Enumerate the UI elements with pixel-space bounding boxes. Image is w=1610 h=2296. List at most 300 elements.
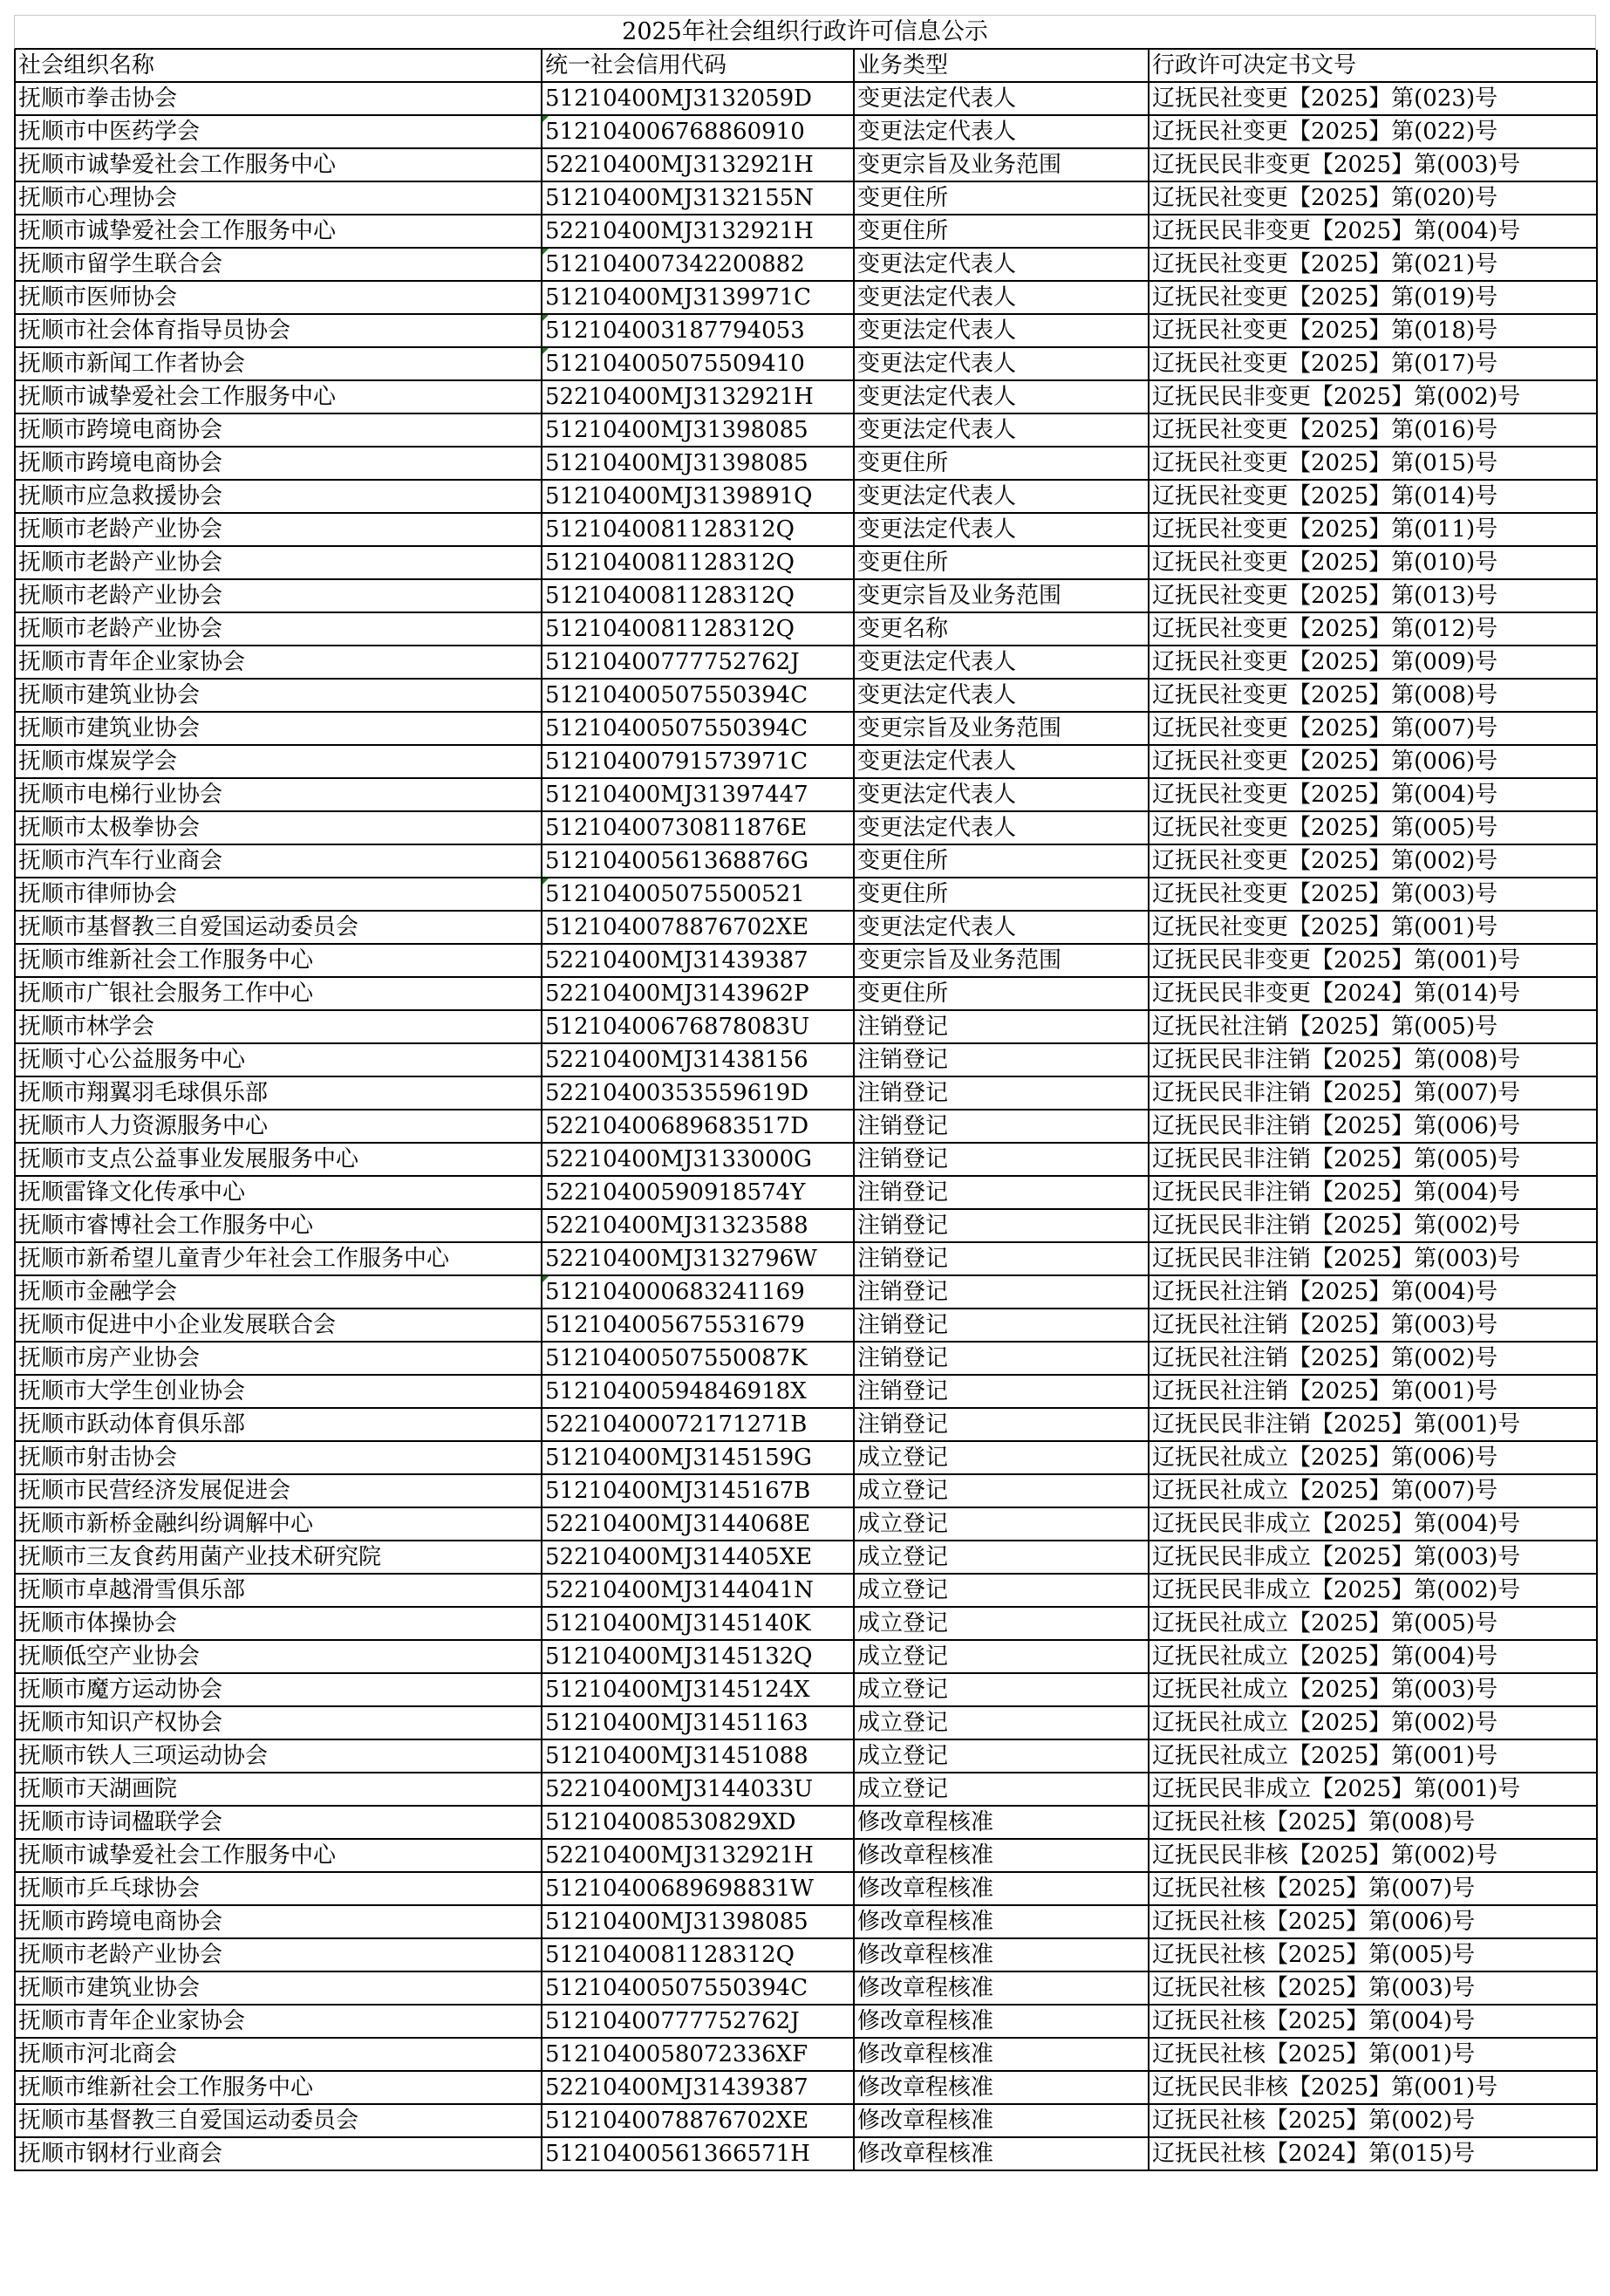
credit-code-cell[interactable]: 512104005075500521 [542, 878, 854, 911]
org-name-cell[interactable]: 抚顺市广银社会服务工作中心 [15, 977, 542, 1010]
org-name-cell[interactable]: 抚顺市三友食药用菌产业技术研究院 [15, 1541, 542, 1574]
business-type-cell[interactable]: 注销登记 [854, 1375, 1149, 1408]
decision-number-cell[interactable]: 辽抚民社核【2025】第(001)号 [1149, 2038, 1597, 2071]
business-type-cell[interactable]: 变更法定代表人 [854, 778, 1149, 811]
credit-code-cell[interactable]: 51210400MJ31398085 [542, 447, 854, 480]
business-type-cell[interactable]: 成立登记 [854, 1474, 1149, 1507]
decision-number-cell[interactable]: 辽抚民民非注销【2025】第(006)号 [1149, 1110, 1597, 1143]
business-type-cell[interactable]: 注销登记 [854, 1176, 1149, 1209]
org-name-cell[interactable]: 抚顺市汽车行业商会 [15, 844, 542, 878]
business-type-cell[interactable]: 修改章程核准 [854, 1872, 1149, 1905]
org-name-cell[interactable]: 抚顺市老龄产业协会 [15, 513, 542, 546]
org-name-cell[interactable]: 抚顺市建筑业协会 [15, 679, 542, 712]
org-name-cell[interactable]: 抚顺市跨境电商协会 [15, 1905, 542, 1938]
business-type-cell[interactable]: 变更法定代表人 [854, 248, 1149, 281]
business-type-cell[interactable]: 成立登记 [854, 1773, 1149, 1806]
business-type-cell[interactable]: 变更法定代表人 [854, 314, 1149, 347]
header-decision-number[interactable]: 行政许可决定书文号 [1149, 50, 1597, 82]
credit-code-cell[interactable]: 52210400590918574Y [542, 1176, 854, 1209]
decision-number-cell[interactable]: 辽抚民民非核【2025】第(002)号 [1149, 1839, 1597, 1872]
credit-code-cell[interactable]: 51210400MJ3145167B [542, 1474, 854, 1507]
credit-code-cell[interactable]: 51210400MJ3145132Q [542, 1640, 854, 1673]
table-row [15, 944, 1597, 977]
decision-number-cell[interactable]: 辽抚民社变更【2025】第(021)号 [1149, 248, 1597, 281]
decision-number-cell[interactable]: 辽抚民社核【2025】第(005)号 [1149, 1938, 1597, 1971]
decision-number-cell[interactable]: 辽抚民社变更【2025】第(020)号 [1149, 181, 1597, 215]
business-type-cell[interactable]: 变更住所 [854, 844, 1149, 878]
credit-code-cell[interactable]: 51210400MJ3139971C [542, 281, 854, 314]
decision-number-cell[interactable]: 辽抚民社注销【2025】第(001)号 [1149, 1375, 1597, 1408]
business-type-cell[interactable]: 修改章程核准 [854, 1971, 1149, 2005]
org-name-cell[interactable]: 抚顺寸心公益服务中心 [15, 1043, 542, 1076]
credit-code-cell[interactable]: 51210400777752762J [542, 2005, 854, 2038]
org-name-cell[interactable]: 抚顺市大学生创业协会 [15, 1375, 542, 1408]
decision-number-cell[interactable]: 辽抚民民非注销【2025】第(005)号 [1149, 1143, 1597, 1176]
org-name-cell[interactable]: 抚顺市体操协会 [15, 1607, 542, 1640]
credit-code-cell[interactable]: 52210400MJ3144041N [542, 1574, 854, 1607]
decision-number-cell[interactable]: 辽抚民民非变更【2025】第(002)号 [1149, 380, 1597, 413]
decision-number-cell[interactable]: 辽抚民社变更【2025】第(011)号 [1149, 513, 1597, 546]
credit-code-cell[interactable]: 52210400MJ3132921H [542, 148, 854, 181]
table-row [15, 115, 1597, 148]
org-name-cell[interactable]: 抚顺市知识产权协会 [15, 1706, 542, 1739]
table-row [15, 1110, 1597, 1143]
business-type-cell[interactable]: 修改章程核准 [854, 1905, 1149, 1938]
org-name-cell[interactable]: 抚顺市卓越滑雪俱乐部 [15, 1574, 542, 1607]
table-row [15, 181, 1597, 215]
decision-number-cell[interactable]: 辽抚民民非成立【2025】第(003)号 [1149, 1541, 1597, 1574]
decision-number-cell[interactable]: 辽抚民社变更【2025】第(016)号 [1149, 413, 1597, 447]
org-name-cell[interactable]: 抚顺市诚挚爱社会工作服务中心 [15, 380, 542, 413]
table-row [15, 1607, 1597, 1640]
credit-code-cell[interactable]: 51210400507550394C [542, 1971, 854, 2005]
decision-number-cell[interactable]: 辽抚民民非注销【2025】第(004)号 [1149, 1176, 1597, 1209]
org-name-cell[interactable]: 抚顺市诗词楹联学会 [15, 1806, 542, 1839]
business-type-cell[interactable]: 变更法定代表人 [854, 679, 1149, 712]
decision-number-cell[interactable]: 辽抚民社变更【2025】第(006)号 [1149, 745, 1597, 778]
business-type-cell[interactable]: 修改章程核准 [854, 1839, 1149, 1872]
org-name-cell[interactable]: 抚顺市留学生联合会 [15, 248, 542, 281]
table-row [15, 1309, 1597, 1342]
org-name-cell[interactable]: 抚顺雷锋文化传承中心 [15, 1176, 542, 1209]
decision-number-cell[interactable]: 辽抚民民非注销【2025】第(001)号 [1149, 1408, 1597, 1441]
business-type-cell[interactable]: 变更住所 [854, 878, 1149, 911]
org-name-cell[interactable]: 抚顺市应急救援协会 [15, 480, 542, 513]
decision-number-cell[interactable]: 辽抚民社注销【2025】第(005)号 [1149, 1010, 1597, 1043]
credit-code-cell[interactable]: 51210400561366571H [542, 2137, 854, 2170]
credit-code-cell[interactable]: 5121040078876702XE [542, 911, 854, 944]
credit-code-cell[interactable]: 51210400MJ31398085 [542, 413, 854, 447]
org-name-cell[interactable]: 抚顺市河北商会 [15, 2038, 542, 2071]
decision-number-cell[interactable]: 辽抚民社成立【2025】第(004)号 [1149, 1640, 1597, 1673]
decision-number-cell[interactable]: 辽抚民社变更【2025】第(023)号 [1149, 82, 1597, 115]
decision-number-cell[interactable]: 辽抚民社成立【2025】第(007)号 [1149, 1474, 1597, 1507]
table-row [15, 612, 1597, 646]
table-row [15, 82, 1597, 115]
decision-number-cell[interactable]: 辽抚民社变更【2025】第(001)号 [1149, 911, 1597, 944]
business-type-cell[interactable]: 变更名称 [854, 612, 1149, 646]
business-type-cell[interactable]: 修改章程核准 [854, 2005, 1149, 2038]
org-name-cell[interactable]: 抚顺市维新社会工作服务中心 [15, 944, 542, 977]
credit-code-cell[interactable]: 52210400MJ314405XE [542, 1541, 854, 1574]
table-row [15, 1507, 1597, 1541]
business-type-cell[interactable]: 注销登记 [854, 1242, 1149, 1275]
org-name-cell[interactable]: 抚顺市老龄产业协会 [15, 579, 542, 612]
org-name-cell[interactable]: 抚顺市拳击协会 [15, 82, 542, 115]
credit-code-cell[interactable]: 52210400MJ3143962P [542, 977, 854, 1010]
credit-code-cell[interactable]: 52210400MJ3132921H [542, 380, 854, 413]
business-type-cell[interactable]: 变更宗旨及业务范围 [854, 579, 1149, 612]
org-name-cell[interactable]: 抚顺市魔方运动协会 [15, 1673, 542, 1706]
decision-number-cell[interactable]: 辽抚民社成立【2025】第(001)号 [1149, 1739, 1597, 1773]
decision-number-cell[interactable]: 辽抚民社变更【2025】第(003)号 [1149, 878, 1597, 911]
decision-number-cell[interactable]: 辽抚民社变更【2025】第(012)号 [1149, 612, 1597, 646]
business-type-cell[interactable]: 修改章程核准 [854, 2104, 1149, 2137]
org-name-cell[interactable]: 抚顺市民营经济发展促进会 [15, 1474, 542, 1507]
credit-code-cell[interactable]: 5121040081128312Q [542, 513, 854, 546]
decision-number-cell[interactable]: 辽抚民民非核【2025】第(001)号 [1149, 2071, 1597, 2104]
decision-number-cell[interactable]: 辽抚民社变更【2025】第(013)号 [1149, 579, 1597, 612]
table-row [15, 778, 1597, 811]
decision-number-cell[interactable]: 辽抚民社变更【2025】第(004)号 [1149, 778, 1597, 811]
org-name-cell[interactable]: 抚顺市诚挚爱社会工作服务中心 [15, 148, 542, 181]
business-type-cell[interactable]: 变更住所 [854, 546, 1149, 579]
decision-number-cell[interactable]: 辽抚民民非注销【2025】第(008)号 [1149, 1043, 1597, 1076]
org-name-cell[interactable]: 抚顺市青年企业家协会 [15, 2005, 542, 2038]
decision-number-cell[interactable]: 辽抚民社变更【2025】第(014)号 [1149, 480, 1597, 513]
org-name-cell[interactable]: 抚顺市新希望儿童青少年社会工作服务中心 [15, 1242, 542, 1275]
business-type-cell[interactable]: 成立登记 [854, 1640, 1149, 1673]
org-name-cell[interactable]: 抚顺市支点公益事业发展服务中心 [15, 1143, 542, 1176]
decision-number-cell[interactable]: 辽抚民社核【2025】第(007)号 [1149, 1872, 1597, 1905]
decision-number-cell[interactable]: 辽抚民民非成立【2025】第(002)号 [1149, 1574, 1597, 1607]
decision-number-cell[interactable]: 辽抚民社核【2025】第(008)号 [1149, 1806, 1597, 1839]
decision-number-cell[interactable]: 辽抚民社成立【2025】第(006)号 [1149, 1441, 1597, 1474]
org-name-cell[interactable]: 抚顺市射击协会 [15, 1441, 542, 1474]
table-row [15, 646, 1597, 679]
business-type-cell[interactable]: 变更住所 [854, 181, 1149, 215]
business-type-cell[interactable]: 变更法定代表人 [854, 281, 1149, 314]
business-type-cell[interactable]: 变更法定代表人 [854, 480, 1149, 513]
credit-code-cell[interactable]: 5121040078876702XE [542, 2104, 854, 2137]
business-type-cell[interactable]: 变更宗旨及业务范围 [854, 712, 1149, 745]
decision-number-cell[interactable]: 辽抚民社核【2025】第(002)号 [1149, 2104, 1597, 2137]
org-name-cell[interactable]: 抚顺市房产业协会 [15, 1342, 542, 1375]
decision-number-cell[interactable]: 辽抚民社变更【2025】第(022)号 [1149, 115, 1597, 148]
credit-code-cell[interactable]: 51210400507550087K [542, 1342, 854, 1375]
credit-code-cell[interactable]: 52210400MJ3132796W [542, 1242, 854, 1275]
credit-code-cell[interactable]: 51210400MJ31398085 [542, 1905, 854, 1938]
credit-code-cell[interactable]: 5121040081128312Q [542, 546, 854, 579]
business-type-cell[interactable]: 变更宗旨及业务范围 [854, 944, 1149, 977]
table-row [15, 1176, 1597, 1209]
business-type-cell[interactable]: 变更法定代表人 [854, 413, 1149, 447]
table-row [15, 480, 1597, 513]
credit-code-cell[interactable]: 52210400353559619D [542, 1076, 854, 1110]
credit-code-cell[interactable]: 51210400MJ31451088 [542, 1739, 854, 1773]
org-name-cell[interactable]: 抚顺市诚挚爱社会工作服务中心 [15, 1839, 542, 1872]
credit-code-cell[interactable]: 51210400689698831W [542, 1872, 854, 1905]
table-row [15, 1673, 1597, 1706]
business-type-cell[interactable]: 注销登记 [854, 1043, 1149, 1076]
table-row [15, 447, 1597, 480]
table-row [15, 579, 1597, 612]
business-type-cell[interactable]: 注销登记 [854, 1408, 1149, 1441]
credit-code-cell[interactable]: 51210400507550394C [542, 712, 854, 745]
org-name-cell[interactable]: 抚顺市促进中小企业发展联合会 [15, 1309, 542, 1342]
table-row [15, 1839, 1597, 1872]
table-row [15, 2104, 1597, 2137]
org-name-cell[interactable]: 抚顺市医师协会 [15, 281, 542, 314]
org-name-cell[interactable]: 抚顺市煤炭学会 [15, 745, 542, 778]
business-type-cell[interactable]: 变更法定代表人 [854, 380, 1149, 413]
business-type-cell[interactable]: 注销登记 [854, 1342, 1149, 1375]
decision-number-cell[interactable]: 辽抚民社核【2024】第(015)号 [1149, 2137, 1597, 2170]
org-name-cell[interactable]: 抚顺低空产业协会 [15, 1640, 542, 1673]
table-row [15, 1971, 1597, 2005]
org-name-cell[interactable]: 抚顺市中医药学会 [15, 115, 542, 148]
decision-number-cell[interactable]: 辽抚民社成立【2025】第(005)号 [1149, 1607, 1597, 1640]
decision-number-cell[interactable]: 辽抚民社注销【2025】第(003)号 [1149, 1309, 1597, 1342]
decision-number-cell[interactable]: 辽抚民民非成立【2025】第(004)号 [1149, 1507, 1597, 1541]
org-name-cell[interactable]: 抚顺市心理协会 [15, 181, 542, 215]
business-type-cell[interactable]: 变更法定代表人 [854, 347, 1149, 380]
credit-code-cell[interactable]: 52210400MJ31439387 [542, 944, 854, 977]
sheet-title: 2025年社会组织行政许可信息公示 [14, 16, 1596, 50]
table-row [15, 1474, 1597, 1507]
credit-code-cell[interactable]: 51210400507550394C [542, 679, 854, 712]
table-row [15, 1275, 1597, 1309]
org-name-cell[interactable]: 抚顺市天湖画院 [15, 1773, 542, 1806]
table-row [15, 2005, 1597, 2038]
table-row [15, 1938, 1597, 1971]
org-name-cell[interactable]: 抚顺市跃动体育俱乐部 [15, 1408, 542, 1441]
credit-code-cell[interactable]: 512104003187794053 [542, 314, 854, 347]
table-row [15, 347, 1597, 380]
decision-number-cell[interactable]: 辽抚民民非成立【2025】第(001)号 [1149, 1773, 1597, 1806]
decision-number-cell[interactable]: 辽抚民民非注销【2025】第(007)号 [1149, 1076, 1597, 1110]
business-type-cell[interactable]: 修改章程核准 [854, 1938, 1149, 1971]
org-name-cell[interactable]: 抚顺市建筑业协会 [15, 1971, 542, 2005]
org-name-cell[interactable]: 抚顺市乒乓球协会 [15, 1872, 542, 1905]
credit-code-cell[interactable]: 52210400MJ31439387 [542, 2071, 854, 2104]
decision-number-cell[interactable]: 辽抚民社变更【2025】第(015)号 [1149, 447, 1597, 480]
business-type-cell[interactable]: 变更住所 [854, 977, 1149, 1010]
business-type-cell[interactable]: 成立登记 [854, 1739, 1149, 1773]
header-row [15, 50, 1597, 82]
credit-code-cell[interactable]: 52210400MJ3132921H [542, 215, 854, 248]
table-row [15, 1905, 1597, 1938]
decision-number-cell[interactable]: 辽抚民民非变更【2025】第(001)号 [1149, 944, 1597, 977]
org-name-cell[interactable]: 抚顺市翔翼羽毛球俱乐部 [15, 1076, 542, 1110]
org-name-cell[interactable]: 抚顺市建筑业协会 [15, 712, 542, 745]
org-name-cell[interactable]: 抚顺市跨境电商协会 [15, 413, 542, 447]
business-type-cell[interactable]: 注销登记 [854, 1076, 1149, 1110]
business-type-cell[interactable]: 注销登记 [854, 1143, 1149, 1176]
credit-code-cell[interactable]: 51210400777752762J [542, 646, 854, 679]
credit-code-cell[interactable]: 52210400MJ3144033U [542, 1773, 854, 1806]
business-type-cell[interactable]: 成立登记 [854, 1541, 1149, 1574]
credit-code-cell[interactable]: 512104005675531679 [542, 1309, 854, 1342]
org-name-cell[interactable]: 抚顺市基督教三自爱国运动委员会 [15, 911, 542, 944]
table-row [15, 513, 1597, 546]
decision-number-cell[interactable]: 辽抚民社核【2025】第(006)号 [1149, 1905, 1597, 1938]
spreadsheet [14, 15, 1596, 2171]
credit-code-cell[interactable]: 52210400MJ3133000G [542, 1143, 854, 1176]
decision-number-cell[interactable]: 辽抚民社变更【2025】第(007)号 [1149, 712, 1597, 745]
business-type-cell[interactable]: 变更法定代表人 [854, 82, 1149, 115]
table-row [15, 546, 1597, 579]
decision-number-cell[interactable]: 辽抚民民非注销【2025】第(002)号 [1149, 1209, 1597, 1242]
org-name-cell[interactable]: 抚顺市电梯行业协会 [15, 778, 542, 811]
business-type-cell[interactable]: 变更住所 [854, 215, 1149, 248]
table-row [15, 811, 1597, 844]
org-name-cell[interactable]: 抚顺市老龄产业协会 [15, 1938, 542, 1971]
table-row [15, 148, 1597, 181]
business-type-cell[interactable]: 修改章程核准 [854, 1806, 1149, 1839]
org-name-cell[interactable]: 抚顺市新桥金融纠纷调解中心 [15, 1507, 542, 1541]
org-name-cell[interactable]: 抚顺市基督教三自爱国运动委员会 [15, 2104, 542, 2137]
table-row [15, 911, 1597, 944]
business-type-cell[interactable]: 注销登记 [854, 1110, 1149, 1143]
business-type-cell[interactable]: 变更宗旨及业务范围 [854, 148, 1149, 181]
business-type-cell[interactable]: 变更法定代表人 [854, 646, 1149, 679]
credit-code-cell[interactable]: 512104005075509410 [542, 347, 854, 380]
business-type-cell[interactable]: 修改章程核准 [854, 2038, 1149, 2071]
credit-code-cell[interactable]: 5121040081128312Q [542, 579, 854, 612]
decision-number-cell[interactable]: 辽抚民社变更【2025】第(010)号 [1149, 546, 1597, 579]
credit-code-cell[interactable]: 5121040081128312Q [542, 1938, 854, 1971]
org-name-cell[interactable]: 抚顺市太极拳协会 [15, 811, 542, 844]
decision-number-cell[interactable]: 辽抚民社变更【2025】第(019)号 [1149, 281, 1597, 314]
credit-code-cell[interactable]: 512104006768860910 [542, 115, 854, 148]
credit-code-cell[interactable]: 512104007342200882 [542, 248, 854, 281]
credit-code-cell[interactable]: 51210400MJ3145159G [542, 1441, 854, 1474]
org-name-cell[interactable]: 抚顺市新闻工作者协会 [15, 347, 542, 380]
org-name-cell[interactable]: 抚顺市人力资源服务中心 [15, 1110, 542, 1143]
org-name-cell[interactable]: 抚顺市金融学会 [15, 1275, 542, 1309]
business-type-cell[interactable]: 变更法定代表人 [854, 745, 1149, 778]
business-type-cell[interactable]: 变更住所 [854, 447, 1149, 480]
table-row [15, 2137, 1597, 2170]
credit-code-cell[interactable]: 51210400730811876E [542, 811, 854, 844]
org-name-cell[interactable]: 抚顺市维新社会工作服务中心 [15, 2071, 542, 2104]
decision-number-cell[interactable]: 辽抚民社注销【2025】第(004)号 [1149, 1275, 1597, 1309]
org-name-cell[interactable]: 抚顺市钢材行业商会 [15, 2137, 542, 2170]
table-row [15, 878, 1597, 911]
decision-number-cell[interactable]: 辽抚民民非注销【2025】第(003)号 [1149, 1242, 1597, 1275]
credit-code-cell[interactable]: 51210400MJ31397447 [542, 778, 854, 811]
business-type-cell[interactable]: 修改章程核准 [854, 2071, 1149, 2104]
decision-number-cell[interactable]: 辽抚民社变更【2025】第(009)号 [1149, 646, 1597, 679]
org-name-cell[interactable]: 抚顺市青年企业家协会 [15, 646, 542, 679]
business-type-cell[interactable]: 成立登记 [854, 1607, 1149, 1640]
credit-code-cell[interactable]: 5121040081128312Q [542, 612, 854, 646]
business-type-cell[interactable]: 修改章程核准 [854, 2137, 1149, 2170]
table-row [15, 1242, 1597, 1275]
org-name-cell[interactable]: 抚顺市诚挚爱社会工作服务中心 [15, 215, 542, 248]
table-row [15, 1872, 1597, 1905]
credit-code-cell[interactable]: 52210400MJ31438156 [542, 1043, 854, 1076]
business-type-cell[interactable]: 变更法定代表人 [854, 115, 1149, 148]
decision-number-cell[interactable]: 辽抚民社变更【2025】第(002)号 [1149, 844, 1597, 878]
org-name-cell[interactable]: 抚顺市老龄产业协会 [15, 612, 542, 646]
business-type-cell[interactable]: 成立登记 [854, 1507, 1149, 1541]
decision-number-cell[interactable]: 辽抚民民非变更【2025】第(003)号 [1149, 148, 1597, 181]
table-row [15, 281, 1597, 314]
credit-code-cell[interactable]: 51210400594846918X [542, 1375, 854, 1408]
credit-code-cell[interactable]: 51210400791573971C [542, 745, 854, 778]
decision-number-cell[interactable]: 辽抚民社变更【2025】第(008)号 [1149, 679, 1597, 712]
credit-code-cell[interactable]: 5121040058072336XF [542, 2038, 854, 2071]
org-name-cell[interactable]: 抚顺市律师协会 [15, 878, 542, 911]
header-org-name[interactable]: 社会组织名称 [15, 50, 542, 82]
business-type-cell[interactable]: 变更法定代表人 [854, 513, 1149, 546]
credit-code-cell[interactable]: 51210400676878083U [542, 1010, 854, 1043]
business-type-cell[interactable]: 变更法定代表人 [854, 811, 1149, 844]
org-name-cell[interactable]: 抚顺市社会体育指导员协会 [15, 314, 542, 347]
credit-code-cell[interactable]: 52210400689683517D [542, 1110, 854, 1143]
table-row [15, 314, 1597, 347]
decision-number-cell[interactable]: 辽抚民社变更【2025】第(017)号 [1149, 347, 1597, 380]
header-business-type[interactable]: 业务类型 [854, 50, 1149, 82]
business-type-cell[interactable]: 注销登记 [854, 1309, 1149, 1342]
credit-code-cell[interactable]: 51210400MJ31451163 [542, 1706, 854, 1739]
org-name-cell[interactable]: 抚顺市林学会 [15, 1010, 542, 1043]
business-type-cell[interactable]: 成立登记 [854, 1673, 1149, 1706]
credit-code-cell[interactable]: 51210400MJ3139891Q [542, 480, 854, 513]
table-row [15, 1441, 1597, 1474]
org-name-cell[interactable]: 抚顺市睿博社会工作服务中心 [15, 1209, 542, 1242]
org-name-cell[interactable]: 抚顺市铁人三项运动协会 [15, 1739, 542, 1773]
credit-code-cell[interactable]: 51210400MJ3145124X [542, 1673, 854, 1706]
table-row [15, 977, 1597, 1010]
credit-code-cell[interactable]: 512104000683241169 [542, 1275, 854, 1309]
decision-number-cell[interactable]: 辽抚民民非变更【2024】第(014)号 [1149, 977, 1597, 1010]
credit-code-cell[interactable]: 52210400MJ3132921H [542, 1839, 854, 1872]
decision-number-cell[interactable]: 辽抚民社成立【2025】第(002)号 [1149, 1706, 1597, 1739]
business-type-cell[interactable]: 变更法定代表人 [854, 911, 1149, 944]
decision-number-cell[interactable]: 辽抚民民非变更【2025】第(004)号 [1149, 215, 1597, 248]
business-type-cell[interactable]: 成立登记 [854, 1574, 1149, 1607]
decision-number-cell[interactable]: 辽抚民社核【2025】第(003)号 [1149, 1971, 1597, 2005]
org-name-cell[interactable]: 抚顺市老龄产业协会 [15, 546, 542, 579]
credit-code-cell[interactable]: 52210400MJ31323588 [542, 1209, 854, 1242]
credit-code-cell[interactable]: 51210400MJ3132155N [542, 181, 854, 215]
decision-number-cell[interactable]: 辽抚民社变更【2025】第(005)号 [1149, 811, 1597, 844]
credit-code-cell[interactable]: 51210400MJ3145140K [542, 1607, 854, 1640]
decision-number-cell[interactable]: 辽抚民社变更【2025】第(018)号 [1149, 314, 1597, 347]
decision-number-cell[interactable]: 辽抚民社核【2025】第(004)号 [1149, 2005, 1597, 2038]
table-row [15, 380, 1597, 413]
credit-code-cell[interactable]: 51210400MJ3132059D [542, 82, 854, 115]
business-type-cell[interactable]: 注销登记 [854, 1275, 1149, 1309]
credit-code-cell[interactable]: 512104008530829XD [542, 1806, 854, 1839]
business-type-cell[interactable]: 成立登记 [854, 1441, 1149, 1474]
business-type-cell[interactable]: 注销登记 [854, 1209, 1149, 1242]
table-row [15, 2038, 1597, 2071]
table-row [15, 1408, 1597, 1441]
header-credit-code[interactable]: 统一社会信用代码 [542, 50, 854, 82]
credit-code-cell[interactable]: 52210400MJ3144068E [542, 1507, 854, 1541]
org-name-cell[interactable]: 抚顺市跨境电商协会 [15, 447, 542, 480]
business-type-cell[interactable]: 成立登记 [854, 1706, 1149, 1739]
decision-number-cell[interactable]: 辽抚民社注销【2025】第(002)号 [1149, 1342, 1597, 1375]
decision-number-cell[interactable]: 辽抚民社成立【2025】第(003)号 [1149, 1673, 1597, 1706]
credit-code-cell[interactable]: 52210400072171271B [542, 1408, 854, 1441]
business-type-cell[interactable]: 注销登记 [854, 1010, 1149, 1043]
credit-code-cell[interactable]: 51210400561368876G [542, 844, 854, 878]
